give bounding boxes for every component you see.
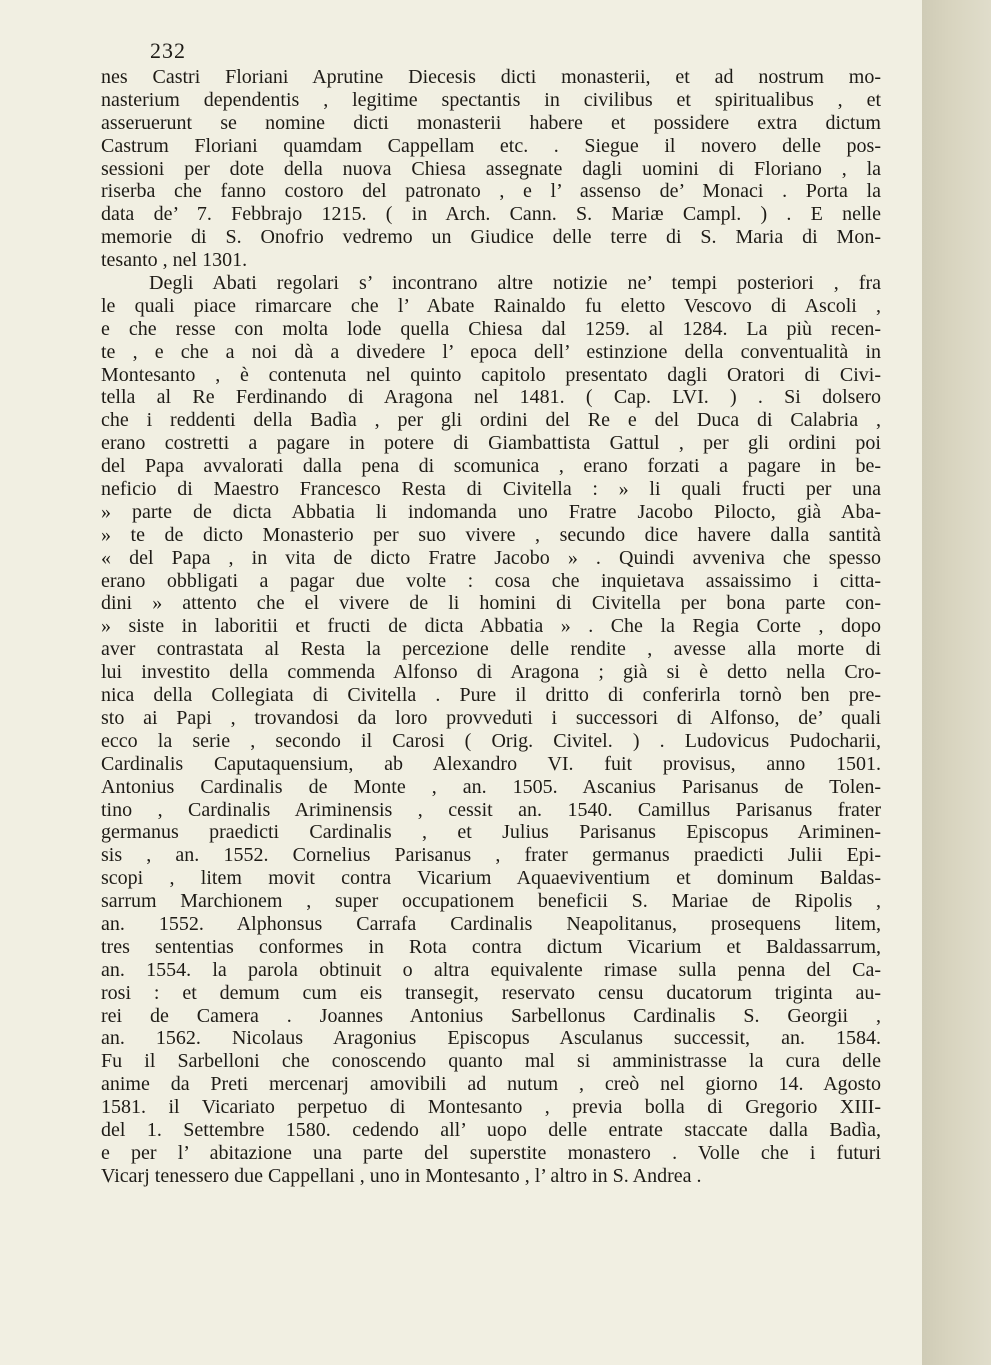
text-line: lui investito della commenda Alfonso di Aragona ; già si è detto nella Cro- (101, 661, 881, 684)
text-line: del Papa avvalorati dalla pena di scomunica , erano forzati a pagare in be- (101, 455, 881, 478)
text-line: an. 1552. Alphonsus Carrafa Cardinalis Neapolitanus, prosequens litem, (101, 912, 881, 935)
text-line: » parte de dicta Abbatia li indomanda uno Fratre Jacobo Pilocto, già Aba- (101, 500, 881, 523)
text-line: ecco la serie , secondo il Carosi ( Orig. Civitel. ) . Ludovicus Pudocharii, (101, 729, 881, 752)
text-line: Cardinalis Caputaquensium, ab Alexandro VI. fuit provisus, anno 1501. (101, 752, 881, 775)
text-line: aver contrastata al Resta la percezione delle rendite , avesse alla morte di (101, 638, 881, 661)
text-line: Fu il Sarbelloni che conoscendo quanto mal si amministrasse la cura delle (101, 1050, 881, 1073)
text-line: sto ai Papi , trovandosi da loro provveduti i successori di Alfonso, de’ quali (101, 706, 881, 729)
paragraph-start-line: Degli Abati regolari s’ incontrano altre notizie ne’ tempi posteriori , fra (149, 272, 881, 295)
text-line: sis , an. 1552. Cornelius Parisanus , frater germanus praedicti Julii Epi- (101, 844, 881, 867)
text-line: nica della Collegiata di Civitella . Pure il dritto di conferirla tornò ben pre- (101, 684, 881, 707)
text-line: » te de dicto Monasterio per suo vivere , secundo dice havere dalla santità (101, 523, 881, 546)
text-line: tino , Cardinalis Ariminensis , cessit an. 1540. Camillus Parisanus frater (101, 798, 881, 821)
text-line: e che resse con molta lode quella Chiesa dal 1259. al 1284. La più recen- (101, 317, 881, 340)
text-line: nasterium dependentis , legitime spectantis in civilibus et spiritualibus , et (101, 88, 881, 111)
text-line: sessioni per dote della nuova Chiesa assegnate dagli uomini di Floriano , la (101, 157, 881, 180)
paragraph-end-line: tesanto , nel 1301. (101, 249, 248, 272)
text-line: Antonius Cardinalis de Monte , an. 1505. Ascanius Parisanus de Tolen- (101, 775, 881, 798)
text-line: te , e che a noi dà a divedere l’ epoca dell’ estinzione della conventualità in (101, 340, 881, 363)
text-line: « del Papa , in vita de dicto Fratre Jacobo » . Quindi avveniva che spesso (101, 546, 881, 569)
text-line: sarrum Marchionem , super occupationem beneficii S. Mariae de Ripolis , (101, 890, 881, 913)
text-line: e per l’ abitazione una parte del superstite monastero . Volle che i futuri (101, 1141, 881, 1164)
page-number: 232 (150, 38, 186, 63)
text-line: Montesanto , è contenuta nel quinto capitolo presentato dagli Oratori di Civi- (101, 363, 881, 386)
text-line: del 1. Settembre 1580. cedendo all’ uopo delle entrate staccate dalla Badìa, (101, 1118, 881, 1141)
paragraph-end-line: Vicarj tenessero due Cappellani , uno in Montesanto , l’ altro in S. Andrea . (101, 1164, 702, 1187)
text-line: le quali piace rimarcare che l’ Abate Rainaldo fu eletto Vescovo di Ascoli , (101, 294, 881, 317)
book-gutter (922, 0, 991, 1365)
text-line: anime da Preti mercenarj amovibili ad nutum , creò nel giorno 14. Agosto (101, 1073, 881, 1096)
text-line: data de’ 7. Febbrajo 1215. ( in Arch. Cann. S. Mariæ Campl. ) . E nelle (101, 203, 881, 226)
text-line: an. 1554. la parola obtinuit o altra equivalente rimase sulla penna del Ca- (101, 958, 881, 981)
text-line: che i reddenti della Badìa , per gli ordini del Re e del Duca di Calabria , (101, 409, 881, 432)
text-line: nes Castri Floriani Aprutine Diecesis dicti monasterii, et ad nostrum mo- (101, 66, 881, 88)
text-line: an. 1562. Nicolaus Aragonius Episcopus Asculanus successit, an. 1584. (101, 1027, 881, 1050)
text-line: 1581. il Vicariato perpetuo di Montesanto , previa bolla di Gregorio XIII- (101, 1096, 881, 1119)
text-line: neficio di Maestro Francesco Resta di Civitella : » li quali fructi per una (101, 478, 881, 501)
text-line: Castrum Floriani quamdam Cappellam etc. . Siegue il novero delle pos- (101, 134, 881, 157)
text-line: tella al Re Ferdinando di Aragona nel 1481. ( Cap. LVI. ) . Si dolsero (101, 386, 881, 409)
text-line: » siste in laboritii et fructi de dicta Abbatia » . Che la Regia Corte , dopo (101, 615, 881, 638)
text-line: scopi , litem movit contra Vicarium Aquaeviventium et dominum Baldas- (101, 867, 881, 890)
text-line: memorie di S. Onofrio vedremo un Giudice delle terre di S. Maria di Mon- (101, 226, 881, 249)
text-line: tres sententias conformes in Rota contra dictum Vicarium et Baldassarrum, (101, 935, 881, 958)
text-line: erano costretti a pagare in potere di Giambattista Gattul , per gli ordini poi (101, 432, 881, 455)
page-body-text (101, 66, 881, 1188)
text-line: riserba che fanno costoro del patronato , e l’ assenso de’ Monaci . Porta la (101, 180, 881, 203)
text-line: erano obbligati a pagar due volte : cosa che inquietava assaissimo i citta- (101, 569, 881, 592)
text-line: dini » attento che el vivere de li homini di Civitella per bona parte con- (101, 592, 881, 615)
text-line: rosi : et demum cum eis transegit, reservato censu ducatorum triginta au- (101, 981, 881, 1004)
text-line: rei de Camera . Joannes Antonius Sarbellonus Cardinalis S. Georgii , (101, 1004, 881, 1027)
text-line: asseruerunt se nomine dicti monasterii habere et possidere extra dictum (101, 111, 881, 134)
text-line: germanus praedicti Cardinalis , et Julius Parisanus Episcopus Ariminen- (101, 821, 881, 844)
